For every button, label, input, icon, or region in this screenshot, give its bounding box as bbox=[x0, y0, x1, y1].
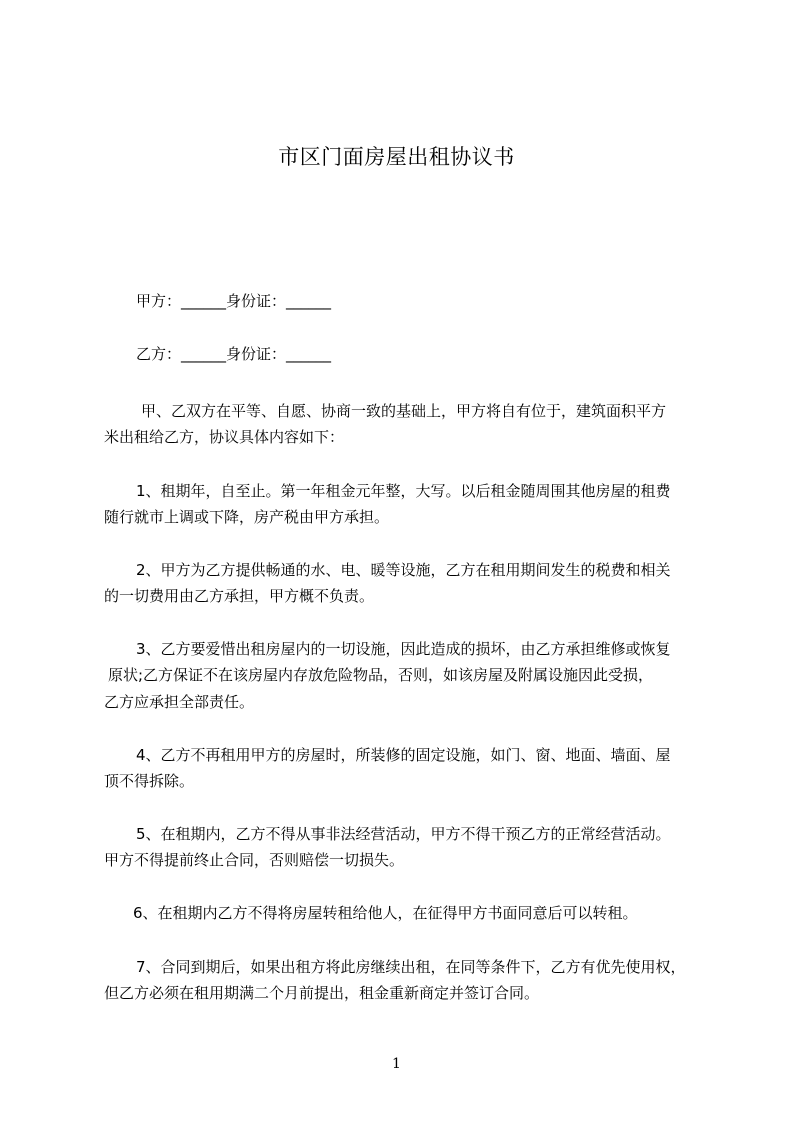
clause-line: 但乙方必须在租用期满二个月前提出，租金重新商定并签订合同。 bbox=[104, 984, 540, 1002]
clause-line: 甲方不得提前终止合同，否则赔偿一切损失。 bbox=[104, 851, 405, 869]
document-title: 市区门面房屋出租协议书 bbox=[278, 145, 515, 169]
clause-line: 2、甲方为乙方提供畅通的水、电、暖等设施，乙方在租用期间发生的税费和相关 bbox=[136, 561, 671, 579]
clause-line: 5、在租期内，乙方不得从事非法经营活动，甲方不得干预乙方的正常经营活动。 bbox=[136, 825, 671, 843]
clause-line: 3、乙方要爱惜出租房屋内的一切设施，因此造成的损坏，由乙方承担维修或恢复 bbox=[136, 640, 671, 658]
intro-line: 甲、乙双方在平等、自愿、协商一致的基础上，甲方将自有位于，建筑面积平方 bbox=[141, 402, 667, 420]
clause-line: 4、乙方不再租用甲方的房屋时，所装修的固定设施，如门、窗、地面、墙面、屋 bbox=[136, 746, 671, 764]
page-number: 1 bbox=[392, 1056, 401, 1072]
clause-line: 顶不得拆除。 bbox=[104, 772, 195, 790]
clause-line: 的一切费用由乙方承担，甲方概不负责。 bbox=[104, 587, 375, 605]
clause-line: 6、在租期内乙方不得将房屋转租给他人，在征得甲方书面同意后可以转租。 bbox=[133, 904, 638, 922]
party-b-line: 乙方：______身份证：______ bbox=[136, 345, 332, 363]
intro-line: 米出租给乙方，协议具体内容如下： bbox=[104, 428, 345, 446]
clause-line: 随行就市上调或下降，房产税由甲方承担。 bbox=[104, 508, 390, 526]
party-a-line: 甲方：______身份证：______ bbox=[136, 292, 332, 310]
clause-line: 7、合同到期后，如果出租方将此房继续出租，在同等条件下，乙方有优先使用权， bbox=[136, 958, 686, 976]
clause-line: 1、租期年，自至止。第一年租金元年整，大写。以后租金随周围其他房屋的租费 bbox=[136, 482, 671, 500]
clause-line: 原状;乙方保证不在该房屋内存放危险物品，否则，如该房屋及附属设施因此受损， bbox=[108, 666, 654, 684]
clause-line: 乙方应承担全部责任。 bbox=[104, 693, 255, 711]
